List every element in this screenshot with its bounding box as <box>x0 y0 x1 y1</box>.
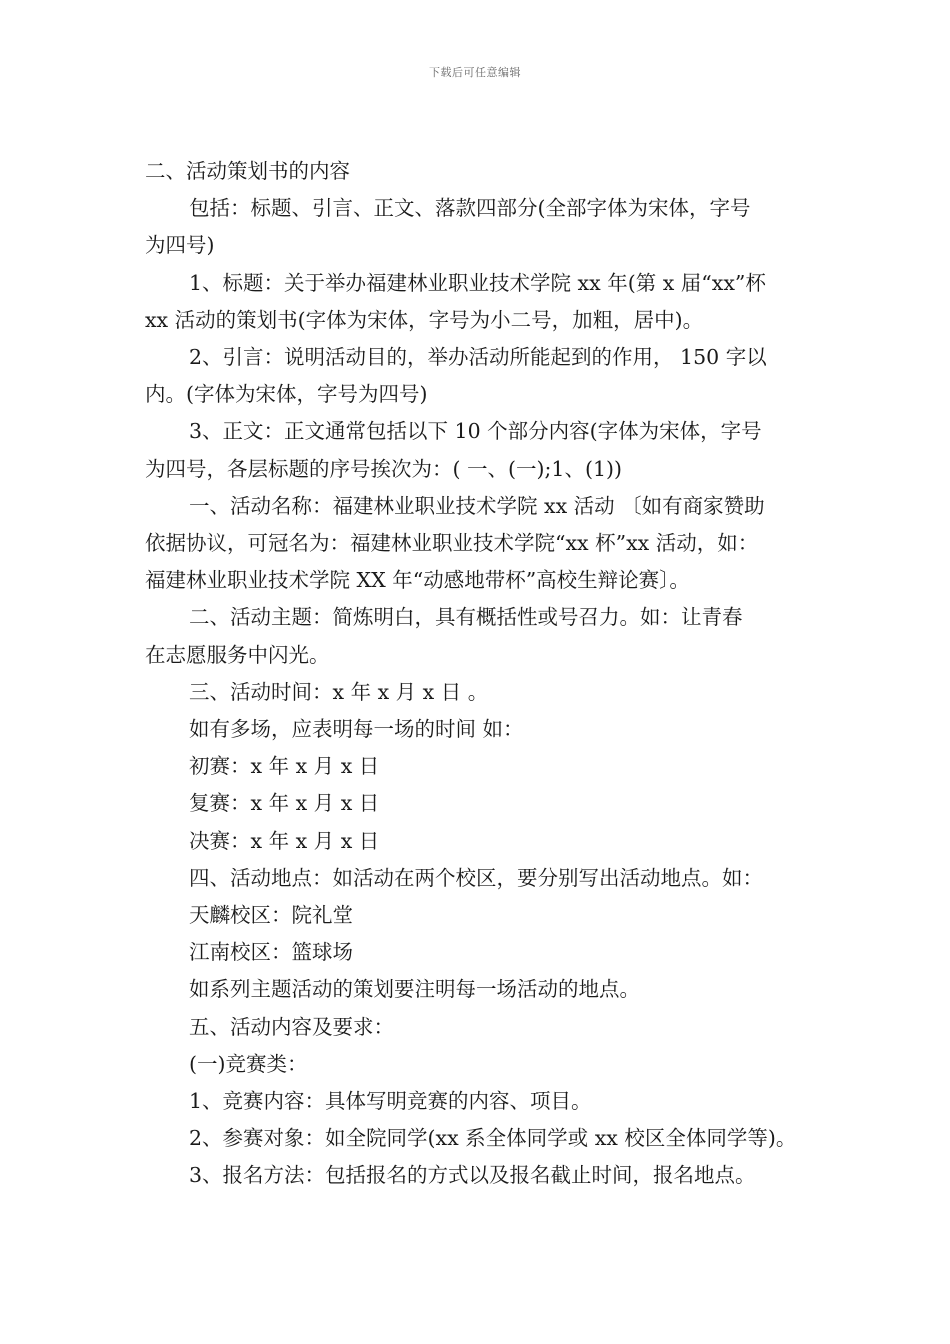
paragraph-line: 2、参赛对象：如全院同学(xx 系全体同学或 xx 校区全体同学等)。 <box>189 1126 797 1151</box>
paragraph-line: 江南校区：篮球场 <box>189 940 353 965</box>
paragraph-line: 2、引言：说明活动目的，举办活动所能起到的作用， 150 字以 <box>189 345 767 370</box>
paragraph-line: 在志愿服务中闪光。 <box>145 642 330 667</box>
document-body <box>145 153 815 1195</box>
section-heading: 二、活动策划书的内容 <box>145 159 350 183</box>
paragraph-line: 为四号) <box>145 233 215 258</box>
paragraph-line: 如系列主题活动的策划要注明每一场活动的地点。 <box>189 977 640 1002</box>
paragraph-line: 为四号，各层标题的序号挨次为：( 一、(一);1、(1)) <box>145 456 622 481</box>
paragraph-line: 决赛：x 年 x 月 x 日 <box>189 828 380 853</box>
paragraph-line: 天麟校区：院礼堂 <box>189 903 353 928</box>
paragraph-line: 五、活动内容及要求： <box>189 1014 394 1039</box>
paragraph-line: (一)竞赛类： <box>189 1051 308 1076</box>
paragraph-line: 复赛：x 年 x 月 x 日 <box>189 791 380 816</box>
paragraph-line: 一、活动名称：福建林业职业技术学院 xx 活动 〔如有商家赞助 <box>189 493 765 518</box>
paragraph-line: 1、竞赛内容：具体写明竞赛的内容、项目。 <box>189 1089 592 1114</box>
paragraph-line: 依据协议，可冠名为：福建林业职业技术学院“xx 杯”xx 活动，如： <box>145 531 759 556</box>
paragraph-line: 福建林业职业技术学院 XX 年“动感地带杯”高校生辩论赛〕。 <box>145 568 690 593</box>
paragraph-line: 初赛：x 年 x 月 x 日 <box>189 754 380 779</box>
paragraph-line: 1、标题：关于举办福建林业职业技术学院 xx 年(第 x 届“xx”杯 <box>189 270 766 295</box>
paragraph-line: 四、活动地点：如活动在两个校区，要分别写出活动地点。如： <box>189 865 763 890</box>
page-header: 下载后可任意编辑 <box>429 66 521 79</box>
paragraph-line: 内。(字体为宋体，字号为四号) <box>145 382 428 407</box>
paragraph-line: xx 活动的策划书(字体为宋体，字号为小二号，加粗，居中)。 <box>145 307 704 332</box>
paragraph-line: 3、报名方法：包括报名的方式以及报名截止时间，报名地点。 <box>189 1163 756 1188</box>
paragraph-line: 包括：标题、引言、正文、落款四部分(全部字体为宋体，字号 <box>189 196 751 221</box>
paragraph-line: 3、正文：正文通常包括以下 10 个部分内容(字体为宋体，字号 <box>189 419 762 444</box>
paragraph-line: 三、活动时间：x 年 x 月 x 日 。 <box>189 679 489 704</box>
paragraph-line: 二、活动主题：简炼明白，具有概括性或号召力。如：让青春 <box>189 605 743 630</box>
paragraph-line: 如有多场，应表明每一场的时间 如： <box>189 717 524 742</box>
